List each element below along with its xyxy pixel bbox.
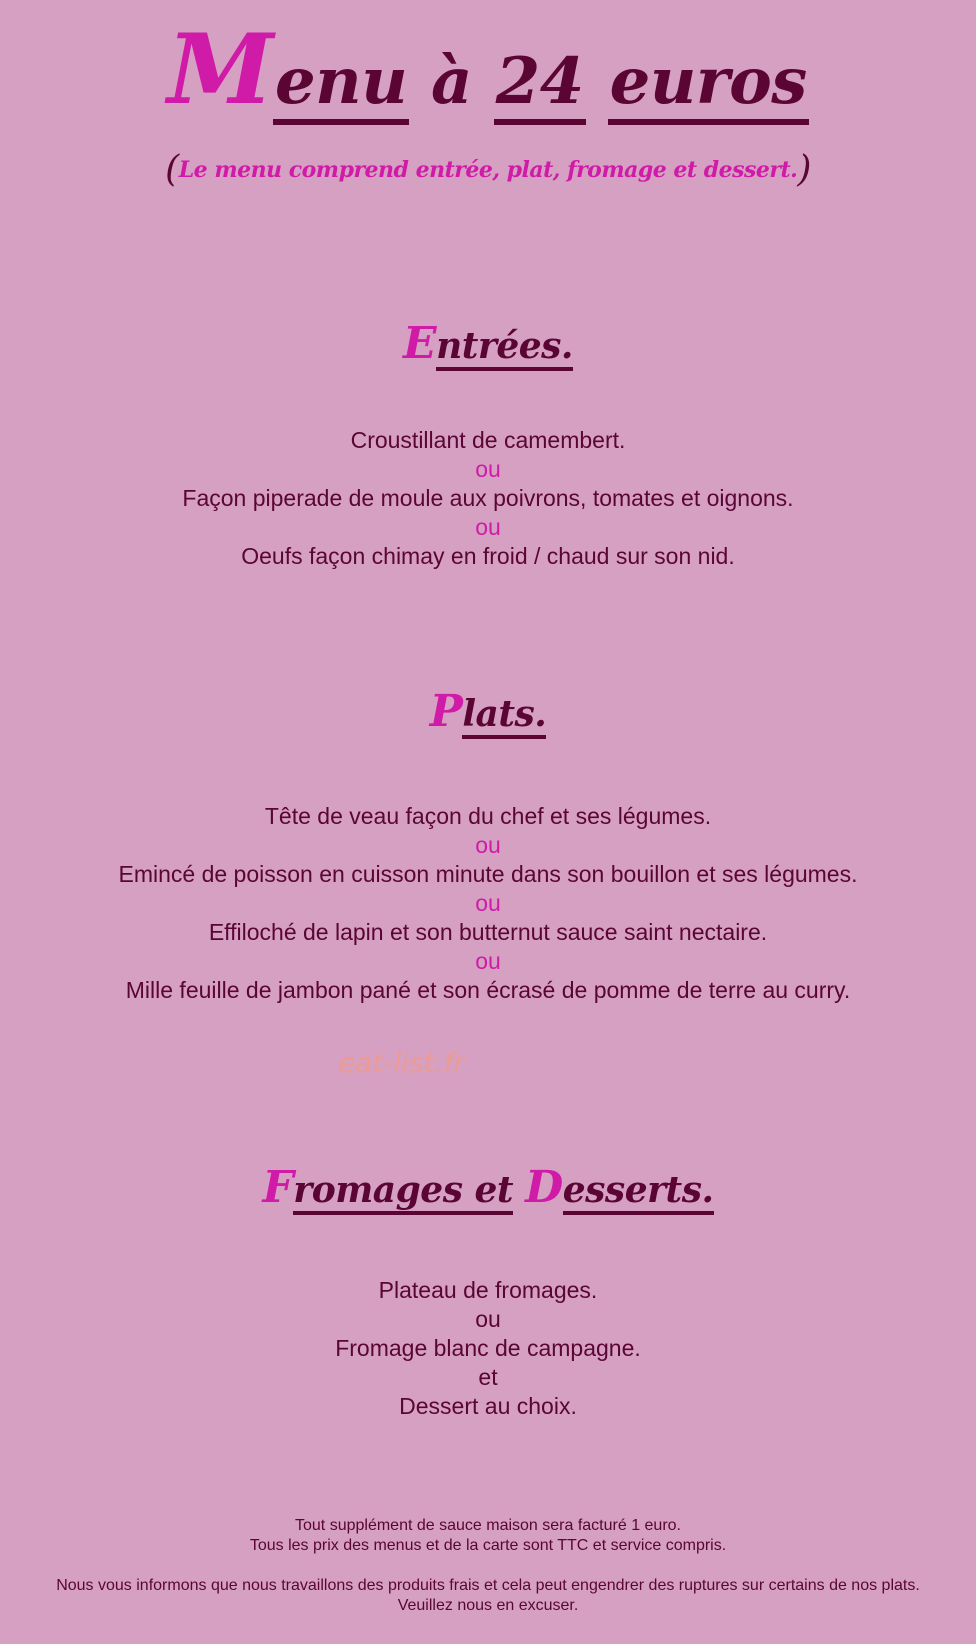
footer-fresh-products-note: Nous vous informons que nous travaillons des produits frais et cela peut engendrer des ruptures sur certains de nos plats. xyxy=(56,1577,920,1594)
entree-item: Oeufs façon chimay en froid / chaud sur son nid. xyxy=(241,543,735,569)
plats-heading-initial: P xyxy=(429,686,463,737)
desserts-heading-text: esserts. xyxy=(563,1169,714,1215)
or-separator: ou xyxy=(475,514,501,540)
plat-item: Tête de veau façon du chef et ses légumes. xyxy=(264,803,712,829)
entree-item: Façon piperade de moule aux poivrons, tomates et oignons. xyxy=(182,485,794,511)
fromage-item: Fromage blanc de campagne. xyxy=(335,1335,641,1361)
fromage-item: Plateau de fromages. xyxy=(378,1277,598,1303)
or-separator: ou xyxy=(475,890,501,916)
entrees-list xyxy=(0,426,976,571)
footer-pricing-notes xyxy=(0,1516,976,1556)
footer-sauce-note: Tout supplément de sauce maison sera facturé 1 euro. xyxy=(295,1517,681,1534)
title-initial: M xyxy=(167,13,273,126)
plat-item: Mille feuille de jambon pané et son écrasé de pomme de terre au curry. xyxy=(125,977,851,1003)
subtitle-text: Le menu comprend entrée, plat, fromage et dessert. xyxy=(178,157,798,183)
entrees-heading xyxy=(0,316,976,374)
footer-apology: Veuillez nous en excuser. xyxy=(397,1597,579,1614)
entree-item: Croustillant de camembert. xyxy=(350,427,626,453)
dessert-item: Dessert au choix. xyxy=(399,1393,577,1419)
plat-item: Emincé de poisson en cuisson minute dans son bouillon et ses légumes. xyxy=(118,861,858,887)
plat-item: Effiloché de lapin et son butternut sauce saint nectaire. xyxy=(208,919,768,945)
footer-availability-notes xyxy=(0,1576,976,1616)
or-separator: ou xyxy=(475,456,501,482)
subtitle-open-paren: ( xyxy=(165,149,179,190)
menu-title xyxy=(0,13,976,130)
title-word-menu: enu xyxy=(273,44,409,125)
entrees-heading-initial: E xyxy=(403,318,437,369)
plats-heading-text: lats. xyxy=(462,693,546,739)
title-word-euros: euros xyxy=(608,44,809,125)
title-price: 24 xyxy=(494,44,586,125)
or-separator: ou xyxy=(475,832,501,858)
and-separator: et xyxy=(478,1364,498,1390)
fromages-heading-text: romages et xyxy=(293,1169,513,1215)
desserts-heading-initial: D xyxy=(525,1162,563,1213)
fromages-desserts-list xyxy=(0,1276,976,1421)
watermark: eat-list.fr xyxy=(338,1046,465,1079)
fromages-heading-initial: F xyxy=(262,1162,294,1213)
or-separator: ou xyxy=(475,1306,501,1332)
entrees-heading-text: ntrées. xyxy=(436,325,573,371)
plats-heading xyxy=(0,684,976,742)
title-word-a: à xyxy=(431,44,472,119)
subtitle-close-paren: ) xyxy=(797,149,811,190)
or-separator: ou xyxy=(475,948,501,974)
footer-ttc-note: Tous les prix des menus et de la carte sont TTC et service compris. xyxy=(249,1537,727,1554)
plats-list xyxy=(0,802,976,1005)
fromages-desserts-heading xyxy=(0,1160,976,1218)
menu-subtitle xyxy=(0,150,976,190)
